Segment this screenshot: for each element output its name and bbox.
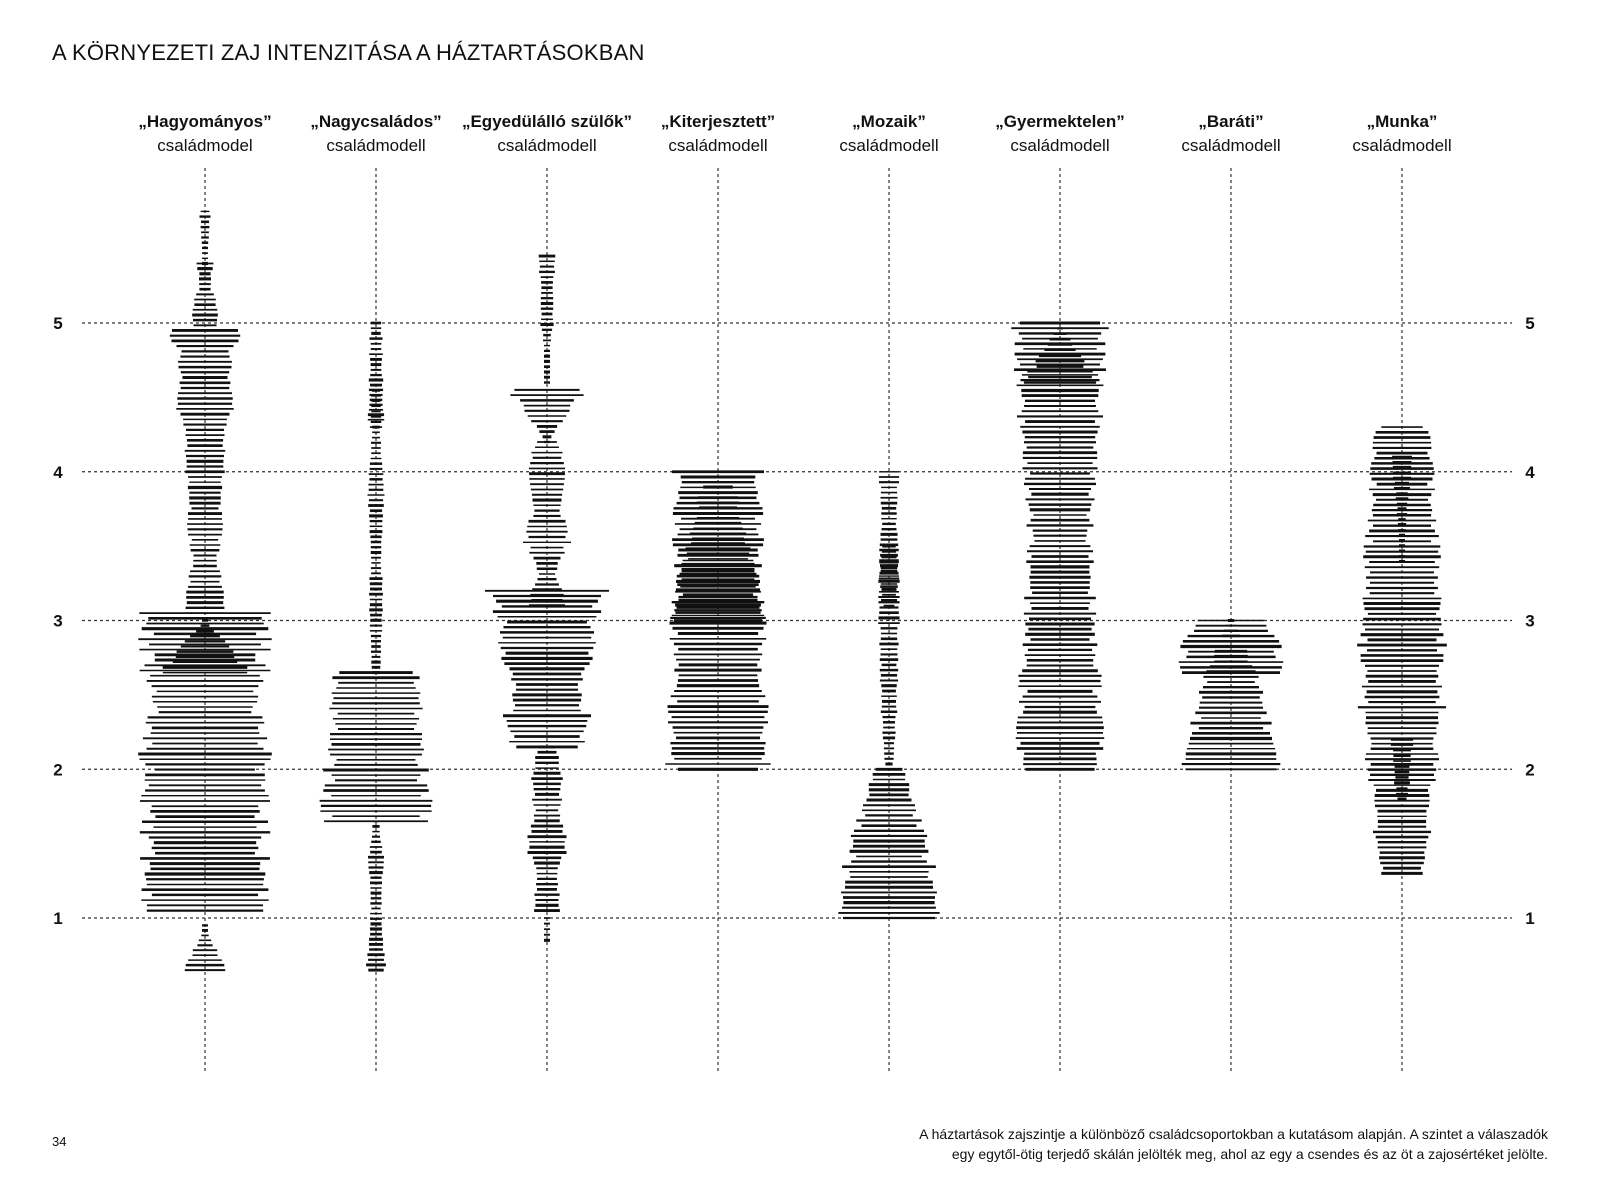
column-header-2: „Nagycsaládos” bbox=[310, 112, 442, 131]
column-header-1: „Hagyományos” bbox=[138, 112, 272, 131]
ytick-left-2: 2 bbox=[53, 760, 63, 780]
column-subtitle-4: családmodell bbox=[668, 136, 768, 155]
caption bbox=[808, 1124, 1548, 1164]
column-subtitle-3: családmodell bbox=[497, 136, 597, 155]
ytick-left-3: 3 bbox=[53, 611, 63, 631]
caption-line-2: egy egytől-ötig terjedő skálán jelölték meg, ahol az egy a csendes és az öt a zajosértéket jelölte. bbox=[951, 1146, 1548, 1162]
column-header-4: „Kiterjesztett” bbox=[660, 112, 776, 131]
ytick-right-1: 1 bbox=[1525, 909, 1535, 928]
chart-title: A KÖRNYEZETI ZAJ INTENZITÁSA A HÁZTARTÁSOKBAN bbox=[52, 40, 645, 65]
ytick-left-1: 1 bbox=[53, 909, 63, 928]
column-subtitle-6: családmodell bbox=[1010, 136, 1110, 155]
ytick-left-5: 5 bbox=[53, 314, 63, 333]
ytick-left-4: 4 bbox=[53, 462, 63, 482]
column-subtitle-1: családmodel bbox=[157, 136, 253, 155]
column-header-8: „Munka” bbox=[1366, 112, 1438, 131]
caption-line-1: A háztartások zajszintje a különböző családcsoportokban a kutatásom alapján. A szintet a válaszadók bbox=[919, 1126, 1548, 1142]
column-header-6: „Gyermektelen” bbox=[995, 112, 1125, 131]
ytick-right-5: 5 bbox=[1525, 314, 1535, 333]
column-header-7: „Baráti” bbox=[1198, 112, 1264, 131]
ytick-right-3: 3 bbox=[1525, 611, 1535, 631]
column-header-5: „Mozaik” bbox=[852, 112, 926, 131]
page-number: 34 bbox=[52, 1134, 67, 1149]
ytick-right-2: 2 bbox=[1525, 760, 1535, 780]
column-subtitle-2: családmodell bbox=[326, 136, 426, 155]
ytick-right-4: 4 bbox=[1525, 462, 1535, 482]
column-subtitle-5: családmodell bbox=[839, 136, 939, 155]
column-subtitle-8: családmodell bbox=[1352, 136, 1452, 155]
column-header-3: „Egyedülálló szülők” bbox=[461, 112, 633, 131]
column-subtitle-7: családmodell bbox=[1181, 136, 1281, 155]
